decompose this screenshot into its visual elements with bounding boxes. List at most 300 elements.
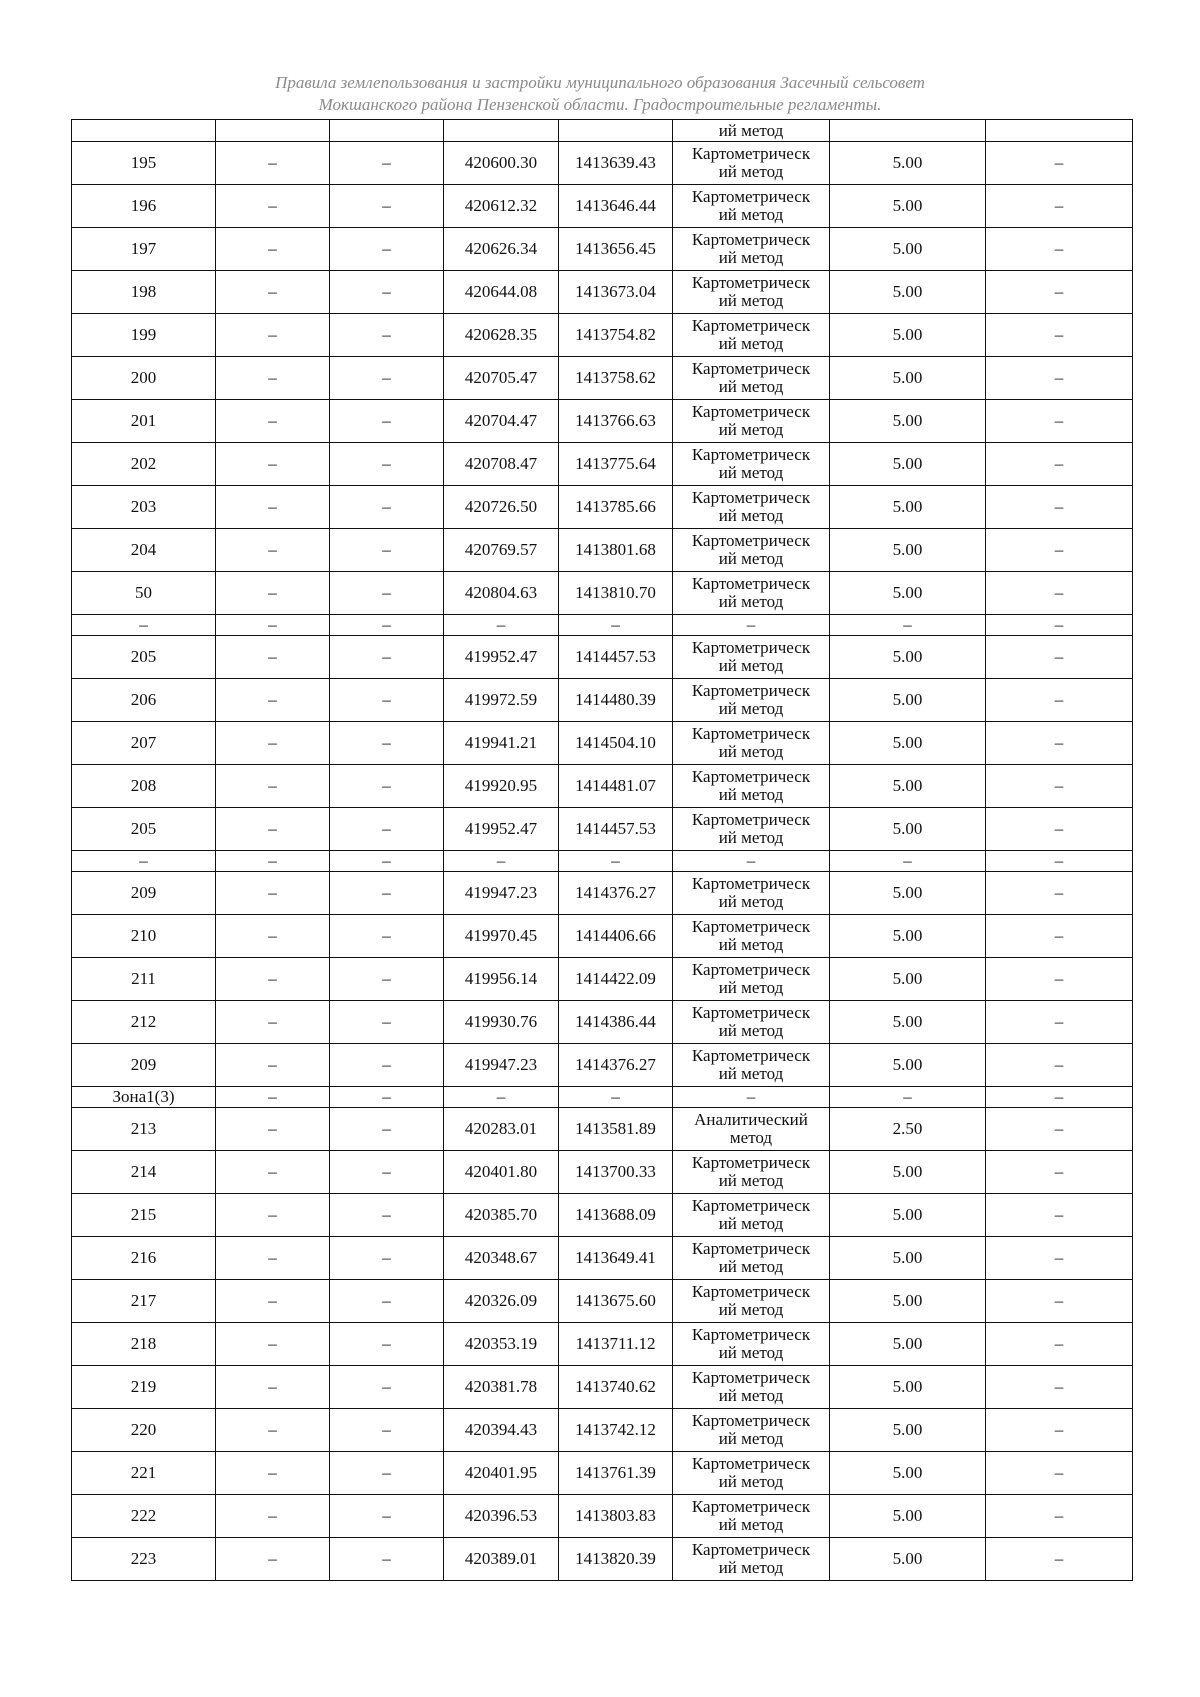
table-cell-accuracy: 5.00 (830, 1151, 986, 1194)
method-line-1: Картометрическ (691, 1196, 811, 1215)
table-cell-cell-y-old: – (330, 314, 444, 357)
coordinates-table (71, 119, 1133, 1581)
method-line-2: ий метод (718, 162, 784, 181)
table-cell-cell-y-old: – (330, 142, 444, 185)
table-row (72, 271, 1133, 314)
table-cell-point-number: 195 (72, 142, 216, 185)
table-cell-cell-x-old: – (216, 636, 330, 679)
method-line-2: ий метод (718, 1214, 784, 1233)
table-cell-method (673, 142, 830, 185)
table-cell-point-number: 216 (72, 1237, 216, 1280)
table-cell-method (673, 1323, 830, 1366)
table-cell-point-number: 209 (72, 1044, 216, 1087)
table-cell-cell-y-old: – (330, 1452, 444, 1495)
table-row (72, 1001, 1133, 1044)
table-cell-point-number: 200 (72, 357, 216, 400)
method-line-1: Картометрическ (691, 402, 811, 421)
table-cell-cell-y: 1414376.27 (559, 872, 673, 915)
table-cell-note: – (986, 915, 1133, 958)
table-cell-cell-x-old: – (216, 1538, 330, 1581)
table-cell-accuracy: 5.00 (830, 1538, 986, 1581)
table-cell-cell-x: 419920.95 (444, 765, 559, 808)
method-line-2: ий метод (718, 1558, 784, 1577)
table-cell-cell-y: 1413673.04 (559, 271, 673, 314)
method-line-1: Картометрическ (691, 445, 811, 464)
table-cell-cell-x: 419952.47 (444, 808, 559, 851)
table-cell-cell-y: 1413754.82 (559, 314, 673, 357)
table-cell-accuracy: 5.00 (830, 1001, 986, 1044)
method-line-2: ий метод (718, 742, 784, 761)
table-row (72, 1280, 1133, 1323)
table-cell-accuracy: 5.00 (830, 958, 986, 1001)
table-cell-note: – (986, 1538, 1133, 1581)
table-cell-method (673, 1538, 830, 1581)
table-cell-note: – (986, 958, 1133, 1001)
method-line-1: Картометрическ (691, 144, 811, 163)
method-line-2: ий метод (718, 656, 784, 675)
table-cell-cell-y: 1413639.43 (559, 142, 673, 185)
table-row (72, 1151, 1133, 1194)
table-cell-cell-y-old: – (330, 271, 444, 314)
table-cell-cell-x-old: – (216, 1237, 330, 1280)
table-cell-point-number: 203 (72, 486, 216, 529)
table-row (72, 1538, 1133, 1581)
table-cell-method (673, 357, 830, 400)
table-cell-accuracy: – (830, 615, 986, 636)
table-cell-point-number: 205 (72, 636, 216, 679)
table-cell-cell-y-old: – (330, 185, 444, 228)
table-cell-cell-x-old: – (216, 1366, 330, 1409)
method-line-1: Картометрическ (691, 1368, 811, 1387)
method-line-2: ий метод (718, 1300, 784, 1319)
table-cell-cell-y: 1413711.12 (559, 1323, 673, 1366)
method-line-2: ий метод (718, 248, 784, 267)
table-cell-cell-y-old: – (330, 400, 444, 443)
table-cell-cell-y-old: – (330, 1108, 444, 1151)
table-cell-cell-y-old: – (330, 1237, 444, 1280)
table-row (72, 357, 1133, 400)
table-cell (986, 120, 1133, 142)
table-body (72, 120, 1133, 1581)
table-cell-method (673, 872, 830, 915)
table-cell-cell-y: 1414406.66 (559, 915, 673, 958)
table-cell-cell-y: 1413801.68 (559, 529, 673, 572)
table-cell-cell-y-old: – (330, 722, 444, 765)
table-cell-cell-x-old: – (216, 271, 330, 314)
method-line-2: ий метод (718, 978, 784, 997)
table-cell-method (673, 443, 830, 486)
table-cell-cell-y: 1414457.53 (559, 636, 673, 679)
table-cell-cell-x: 419972.59 (444, 679, 559, 722)
table-cell-cell-x-old: – (216, 851, 330, 872)
table-row-separator (72, 851, 1133, 872)
table-cell-cell-y-old: – (330, 915, 444, 958)
table-cell-cell-y-old: – (330, 1495, 444, 1538)
table-cell-accuracy: 5.00 (830, 1194, 986, 1237)
table-cell-cell-x-old: – (216, 808, 330, 851)
table-cell-cell-x-old: – (216, 1001, 330, 1044)
method-line-1: Картометрическ (691, 273, 811, 292)
table-cell-cell-y: 1414480.39 (559, 679, 673, 722)
method-line-2: ий метод (718, 1472, 784, 1491)
table-cell-point-number: 220 (72, 1409, 216, 1452)
table-cell-cell-x: 420626.34 (444, 228, 559, 271)
table-cell-point-number: 222 (72, 1495, 216, 1538)
method-line-1: Картометрическ (691, 767, 811, 786)
method-line-2: ий метод (718, 1429, 784, 1448)
table-cell-note: – (986, 1323, 1133, 1366)
table-cell-point-number: 209 (72, 872, 216, 915)
table-cell-cell-x: 420353.19 (444, 1323, 559, 1366)
table-row (72, 185, 1133, 228)
table-row (72, 1108, 1133, 1151)
header-line-1: Правила землепользования и застройки муниципального образования Засечный сельсовет (275, 73, 925, 92)
table-cell-cell-y: 1414457.53 (559, 808, 673, 851)
table-cell-cell-x: 420394.43 (444, 1409, 559, 1452)
table-cell-cell-y-old: – (330, 1151, 444, 1194)
table-cell-accuracy: 5.00 (830, 765, 986, 808)
table-row (72, 1323, 1133, 1366)
table-cell-accuracy: – (830, 1087, 986, 1108)
table-cell-cell-x-old: – (216, 1495, 330, 1538)
table-cell-method (673, 1452, 830, 1495)
table-cell-note: – (986, 357, 1133, 400)
table-cell-method (673, 1044, 830, 1087)
table-cell-cell-y: 1413820.39 (559, 1538, 673, 1581)
table-cell-accuracy: 5.00 (830, 1323, 986, 1366)
table-cell-cell-x-old: – (216, 185, 330, 228)
table-cell-cell-y: 1413656.45 (559, 228, 673, 271)
table-cell-note: – (986, 1452, 1133, 1495)
table-cell-point-number: 196 (72, 185, 216, 228)
table-cell-note: – (986, 529, 1133, 572)
table-cell-method (673, 572, 830, 615)
table-cell-note: – (986, 851, 1133, 872)
method-line-1: Картометрическ (691, 230, 811, 249)
table-cell-note: – (986, 1495, 1133, 1538)
table-cell-method (673, 1194, 830, 1237)
table-cell-method (673, 679, 830, 722)
method-line-2: ий метод (718, 463, 784, 482)
table-cell-cell-y: – (559, 615, 673, 636)
table-cell-note: – (986, 765, 1133, 808)
table-cell-cell-x-old: – (216, 572, 330, 615)
table-cell-cell-y-old: – (330, 1538, 444, 1581)
table-cell-accuracy: 5.00 (830, 142, 986, 185)
table-row (72, 228, 1133, 271)
table-cell-cell-y: 1413675.60 (559, 1280, 673, 1323)
method-line-2: ий метод (718, 549, 784, 568)
table-cell-method (673, 1108, 830, 1151)
table-cell-cell-y: 1413766.63 (559, 400, 673, 443)
table-cell-cell-y-old: – (330, 1323, 444, 1366)
table-row (72, 400, 1133, 443)
table-cell-cell-y-old: – (330, 443, 444, 486)
method-line-1: Картометрическ (691, 488, 811, 507)
method-line-1: Картометрическ (691, 316, 811, 335)
table-cell (444, 120, 559, 142)
table-cell-method (673, 400, 830, 443)
table-cell-note: – (986, 872, 1133, 915)
table-row (72, 314, 1133, 357)
table-cell-accuracy: 5.00 (830, 271, 986, 314)
table-cell-cell-y-old: – (330, 765, 444, 808)
table-cell-accuracy: 5.00 (830, 1237, 986, 1280)
table-cell-point-number: – (72, 615, 216, 636)
table-cell-cell-x: 420804.63 (444, 572, 559, 615)
method-line-1: Картометрическ (691, 1003, 811, 1022)
table-row (72, 958, 1133, 1001)
table-cell-note: – (986, 1044, 1133, 1087)
table-cell-cell-x-old: – (216, 1280, 330, 1323)
table-row-separator (72, 1087, 1133, 1108)
table-cell-cell-x-old: – (216, 142, 330, 185)
table-cell-point-number: 215 (72, 1194, 216, 1237)
table-cell-cell-x-old: – (216, 314, 330, 357)
table-cell-cell-x: 420644.08 (444, 271, 559, 314)
table-cell-cell-x-old: – (216, 529, 330, 572)
table-cell-cell-y: 1413803.83 (559, 1495, 673, 1538)
table-cell-cell-x: – (444, 851, 559, 872)
table-cell-cell-x-old: – (216, 443, 330, 486)
table-cell-cell-x-old: – (216, 958, 330, 1001)
method-line-1: Картометрическ (691, 1282, 811, 1301)
table-cell-cell-x: 420612.32 (444, 185, 559, 228)
table-cell-cell-x-old: – (216, 357, 330, 400)
table-cell-method (673, 1087, 830, 1108)
table-cell-point-number: 197 (72, 228, 216, 271)
table-cell-accuracy: 2.50 (830, 1108, 986, 1151)
table-cell-cell-x: 420401.80 (444, 1151, 559, 1194)
table-cell-point-number: 198 (72, 271, 216, 314)
table-cell-accuracy: 5.00 (830, 314, 986, 357)
table-cell-point-number: 202 (72, 443, 216, 486)
table-cell-cell-y: 1413785.66 (559, 486, 673, 529)
table-cell-cell-y: 1414481.07 (559, 765, 673, 808)
table-cell-point-number: 204 (72, 529, 216, 572)
table-row-separator (72, 615, 1133, 636)
table-cell-method (673, 1280, 830, 1323)
table-cell-accuracy: 5.00 (830, 572, 986, 615)
table-cell-accuracy: 5.00 (830, 185, 986, 228)
method-line-1: Картометрическ (691, 960, 811, 979)
method-line-1: Картометрическ (691, 1239, 811, 1258)
method-line-1: Картометрическ (691, 724, 811, 743)
table-cell-cell-y: 1413761.39 (559, 1452, 673, 1495)
table-row (72, 1452, 1133, 1495)
table-row (72, 529, 1133, 572)
table-row (72, 443, 1133, 486)
table-row (72, 872, 1133, 915)
table-cell-note: – (986, 443, 1133, 486)
method-line-1: Картометрическ (691, 874, 811, 893)
table-cell-method (673, 529, 830, 572)
table-cell-accuracy: 5.00 (830, 679, 986, 722)
table-cell-cell-x: 419947.23 (444, 1044, 559, 1087)
table-cell-point-number: Зона1(3) (72, 1087, 216, 1108)
table-cell-accuracy: 5.00 (830, 1409, 986, 1452)
table-cell-cell-y-old: – (330, 1409, 444, 1452)
table-cell-note: – (986, 1194, 1133, 1237)
method-line-2: ий метод (718, 1343, 784, 1362)
method-line-1: – (746, 615, 756, 634)
table-cell-note: – (986, 400, 1133, 443)
table-cell-point-number: 206 (72, 679, 216, 722)
table-row (72, 142, 1133, 185)
table-cell-cell-y: – (559, 1087, 673, 1108)
method-line-2: ий метод (718, 828, 784, 847)
table-cell-method (673, 851, 830, 872)
table-cell (559, 120, 673, 142)
table-row (72, 1366, 1133, 1409)
method-line-1: Картометрическ (691, 1411, 811, 1430)
table-cell-cell-x-old: – (216, 765, 330, 808)
table-cell-cell-y-old: – (330, 1280, 444, 1323)
table-cell-cell-x: 420708.47 (444, 443, 559, 486)
table-cell-cell-x: 420381.78 (444, 1366, 559, 1409)
table-cell-method (673, 915, 830, 958)
table-cell-cell-y-old: – (330, 851, 444, 872)
table-cell-note: – (986, 722, 1133, 765)
table-cell-note: – (986, 142, 1133, 185)
table-cell-cell-y-old: – (330, 636, 444, 679)
table-cell-cell-y-old: – (330, 1087, 444, 1108)
table-cell-note: – (986, 314, 1133, 357)
table-cell-point-number: – (72, 851, 216, 872)
method-line-2: ий метод (718, 1386, 784, 1405)
table-row (72, 1194, 1133, 1237)
method-line-1: Картометрическ (691, 1540, 811, 1559)
table-cell-method (673, 1495, 830, 1538)
table-cell-cell-y-old: – (330, 1044, 444, 1087)
table-cell-cell-x-old: – (216, 915, 330, 958)
table-cell-note: – (986, 808, 1133, 851)
method-line-2: ий метод (718, 935, 784, 954)
table-cell-note: – (986, 1001, 1133, 1044)
table-cell-point-number: 199 (72, 314, 216, 357)
method-line-1: Картометрическ (691, 1325, 811, 1344)
table-cell-point-number: 219 (72, 1366, 216, 1409)
method-line-1: Аналитический (694, 1110, 808, 1129)
method-line-2: ий метод (718, 205, 784, 224)
table-cell-cell-y: 1413700.33 (559, 1151, 673, 1194)
table-cell-cell-y-old: – (330, 357, 444, 400)
table-cell-cell-x-old: – (216, 1044, 330, 1087)
method-line-2: ий метод (718, 1171, 784, 1190)
table-cell-cell-x-old: – (216, 1452, 330, 1495)
table-cell-cell-y-old: – (330, 228, 444, 271)
table-cell-method (673, 615, 830, 636)
table-cell-cell-x: – (444, 1087, 559, 1108)
table-cell-point-number: 210 (72, 915, 216, 958)
table-cell-cell-y: 1413810.70 (559, 572, 673, 615)
table-cell-cell-x: 420385.70 (444, 1194, 559, 1237)
table-cell-method (673, 1151, 830, 1194)
table-cell-accuracy: 5.00 (830, 1366, 986, 1409)
method-line-2: ий метод (718, 1515, 784, 1534)
table-cell-cell-y: 1414376.27 (559, 1044, 673, 1087)
table-cell-point-number: 221 (72, 1452, 216, 1495)
table-cell-cell-x-old: – (216, 872, 330, 915)
table-cell-method (673, 1409, 830, 1452)
table-cell-point-number: 213 (72, 1108, 216, 1151)
table-cell-cell-x: 420769.57 (444, 529, 559, 572)
table-cell-note: – (986, 1366, 1133, 1409)
table-cell-point-number: 212 (72, 1001, 216, 1044)
table-cell-cell-x-old: – (216, 1108, 330, 1151)
table-cell-cell-y-old: – (330, 872, 444, 915)
table-cell-method (673, 314, 830, 357)
table-cell-accuracy: 5.00 (830, 808, 986, 851)
method-line-1: Картометрическ (691, 359, 811, 378)
table-cell-cell-x: 419930.76 (444, 1001, 559, 1044)
table-cell-accuracy: 5.00 (830, 357, 986, 400)
table-cell-point-number: 217 (72, 1280, 216, 1323)
table-cell-cell-x-old: – (216, 400, 330, 443)
table-cell-cell-y: 1413775.64 (559, 443, 673, 486)
table-cell-method: ий метод (673, 120, 830, 142)
method-line-2: ий метод (718, 785, 784, 804)
table-cell-method (673, 486, 830, 529)
table-cell-cell-x: 420283.01 (444, 1108, 559, 1151)
table-row (72, 486, 1133, 529)
table-cell-cell-x: 419970.45 (444, 915, 559, 958)
table-cell-cell-x: – (444, 615, 559, 636)
table-cell-cell-x-old: – (216, 1194, 330, 1237)
table-row (72, 1237, 1133, 1280)
method-line-1: Картометрическ (691, 810, 811, 829)
page-header (0, 72, 1200, 116)
table-cell-cell-y: 1414386.44 (559, 1001, 673, 1044)
table-cell-method (673, 722, 830, 765)
table-cell (72, 120, 216, 142)
table-cell-cell-y-old: – (330, 808, 444, 851)
table-cell-cell-y-old: – (330, 1194, 444, 1237)
table-row (72, 572, 1133, 615)
table-cell-cell-x: 420704.47 (444, 400, 559, 443)
method-line-1: Картометрическ (691, 1497, 811, 1516)
table-cell-cell-y-old: – (330, 529, 444, 572)
table-cell-cell-y: 1413581.89 (559, 1108, 673, 1151)
method-line-2: ий метод (718, 377, 784, 396)
table-cell-cell-y: 1413742.12 (559, 1409, 673, 1452)
table-cell-note: – (986, 271, 1133, 314)
table-cell-accuracy: 5.00 (830, 1044, 986, 1087)
table-cell-accuracy: 5.00 (830, 529, 986, 572)
table-cell-note: – (986, 1409, 1133, 1452)
table-cell-cell-x: 419956.14 (444, 958, 559, 1001)
table-row (72, 915, 1133, 958)
table-cell-note: – (986, 1087, 1133, 1108)
method-line-2: ий метод (718, 1064, 784, 1083)
table-cell-cell-x-old: – (216, 1087, 330, 1108)
table-cell-accuracy: 5.00 (830, 1495, 986, 1538)
table-row (72, 1409, 1133, 1452)
table-cell-point-number: 218 (72, 1323, 216, 1366)
table-cell-cell-x-old: – (216, 486, 330, 529)
table-cell-point-number: 223 (72, 1538, 216, 1581)
table-row (72, 722, 1133, 765)
table-cell-cell-y-old: – (330, 1366, 444, 1409)
table-cell-method (673, 765, 830, 808)
method-line-1: Картометрическ (691, 1153, 811, 1172)
method-line-2: ий метод (718, 892, 784, 911)
table-cell-accuracy: 5.00 (830, 1452, 986, 1495)
table-cell-accuracy: 5.00 (830, 228, 986, 271)
table-cell-cell-y: 1414422.09 (559, 958, 673, 1001)
table-cell-cell-x: 420326.09 (444, 1280, 559, 1323)
table-cell-point-number: 50 (72, 572, 216, 615)
